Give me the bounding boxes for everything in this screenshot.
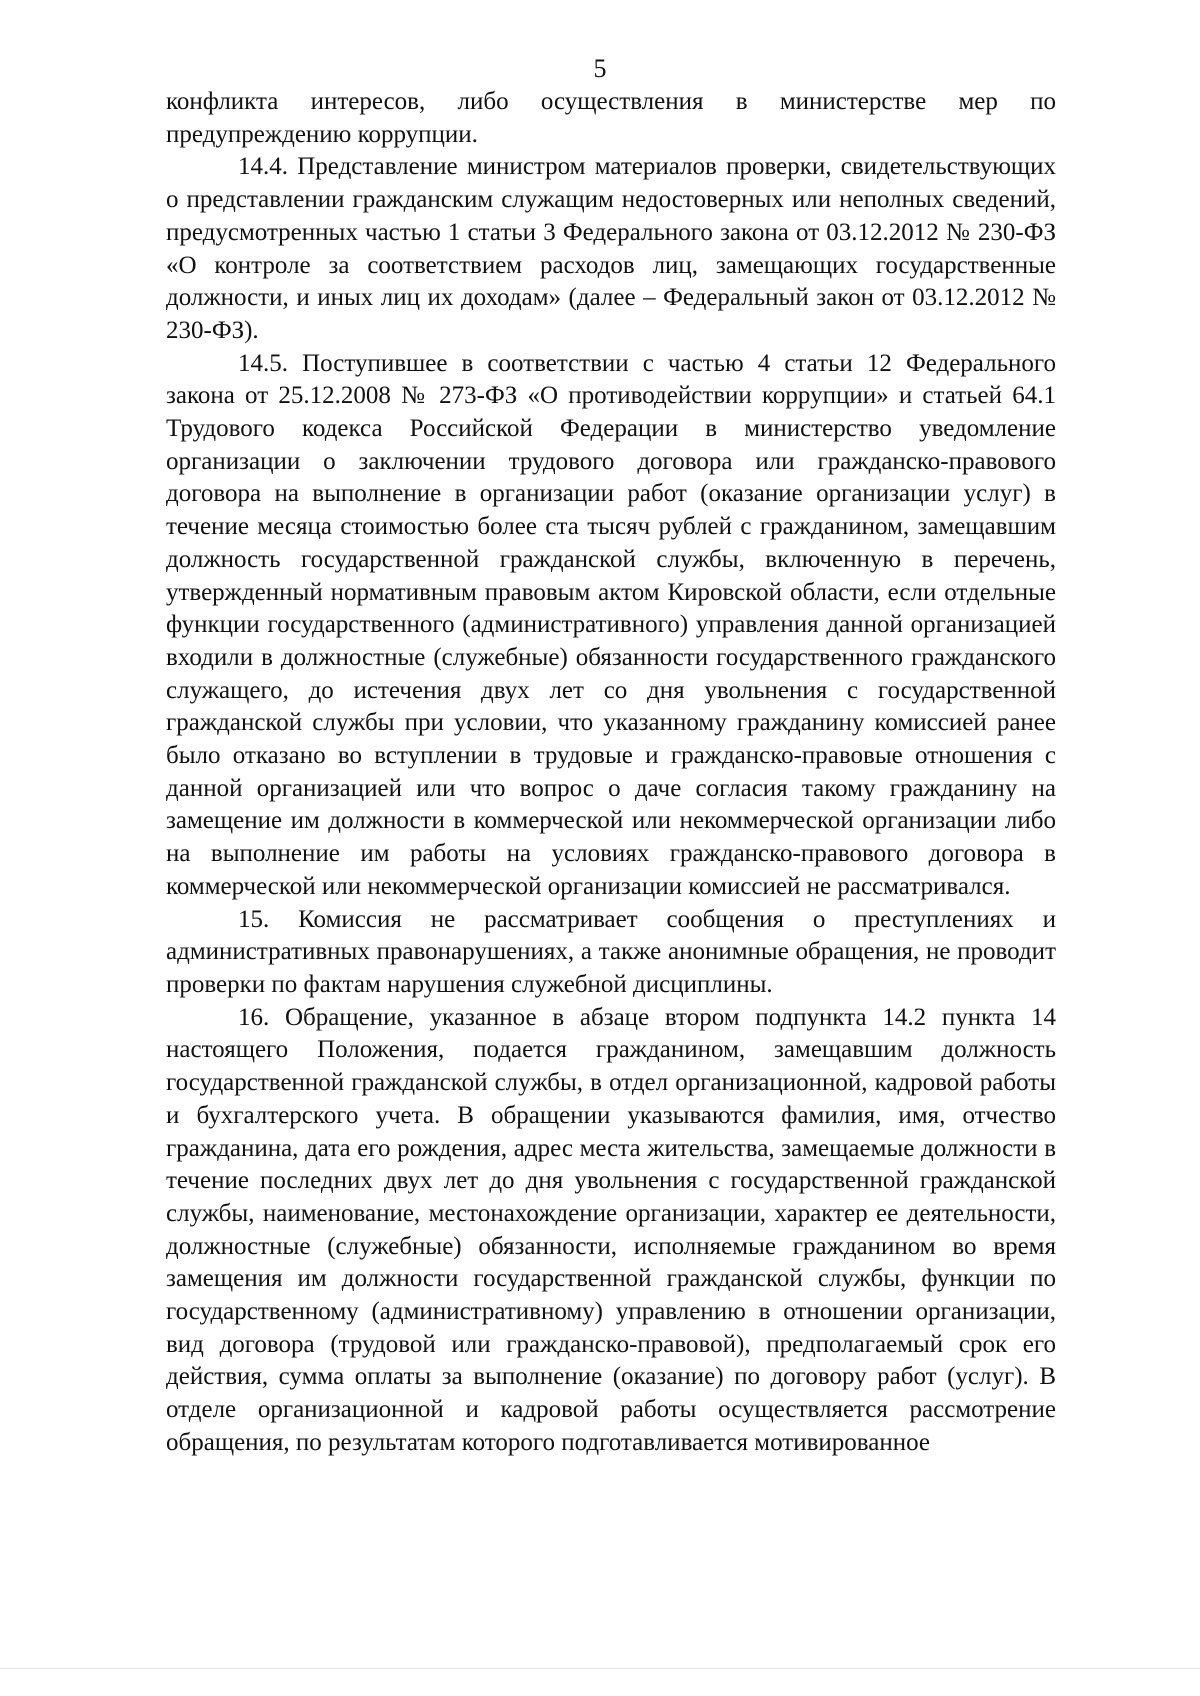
paragraph-14-4: 14.4. Представление министром материалов проверки, свидетельствующих о представлении гражданским служащим недостоверных или неполных сведений, предусмотренных частью 1 статьи 3 Федерального закона от 03.12.2012 № 230-ФЗ «О контроле за соответствием расходов лиц, замещающих государственные должности, и иных лиц их доходам» (далее – Федеральный закон от 03.12.2012 № 230-ФЗ). [166,153,1056,344]
page-number: 5 [593,54,607,83]
paragraph-continuation: конфликта интересов, либо осуществления в министерстве мер по предупреждению коррупции. [166,88,1056,148]
scan-edge-line [0,1668,1200,1669]
paragraph-16: 16. Обращение, указанное в абзаце втором подпункта 14.2 пункта 14 настоящего Положения, подается гражданином, замещавшим должность государственной гражданской службы, в отдел организационной, кадровой работы и бухгалтерского учета. В обращении указываются фамилия, имя, отчество гражданина, дата его рождения, адрес места жительства, замещаемые должности в течение последних двух лет до дня увольнения с государственной гражданской службы, наименование, местонахождение организации, характер ее деятельности, должностные (служебные) обязанности, исполняемые гражданином во время замещения им должности государственной гражданской службы, функции по государственному (административному) управлению в отношении организации, вид договора (трудовой или гражданско-правовой), предполагаемый срок его действия, сумма оплаты за выполнение (оказание) по договору работ (услуг). В отделе организационной и кадровой работы осуществляется рассмотрение обращения, по результатам которого подготавливается мотивированное [166,1003,1056,1456]
paragraph-15: 15. Комиссия не рассматривает сообщения о преступлениях и административных правонарушениях, а также анонимные обращения, не проводит проверки по фактам нарушения служебной дисциплины. [166,905,1056,998]
document-body [166,86,1056,1460]
paragraph-14-5: 14.5. Поступившее в соответствии с частью 4 статьи 12 Федерального закона от 25.12.2008 № 273-ФЗ «О противодействии коррупции» и статьей 64.1 Трудового кодекса Российской Федерации в министерство уведомление организации о заключении трудового договора или гражданско-правового договора на выполнение в организации работ (оказание организации услуг) в течение месяца стоимостью более ста тысяч рублей с гражданином, замещавшим должность государственной гражданской службы, включенную в перечень, утвержденный нормативным правовым актом Кировской области, если отдельные функции государственного (административного) управления данной организацией входили в должностные (служебные) обязанности государственного гражданского служащего, до истечения двух лет со дня увольнения с государственной гражданской службы при условии, что указанному гражданину комиссией ранее было отказано во вступлении в трудовые и гражданско-правовые отношения с данной организацией или что вопрос о даче согласия такому гражданину на замещение им должности в коммерческой или некоммерческой организации либо на выполнение им работы на условиях гражданско-правового договора в коммерческой или некоммерческой организации комиссией не рассматривался. [166,349,1056,900]
